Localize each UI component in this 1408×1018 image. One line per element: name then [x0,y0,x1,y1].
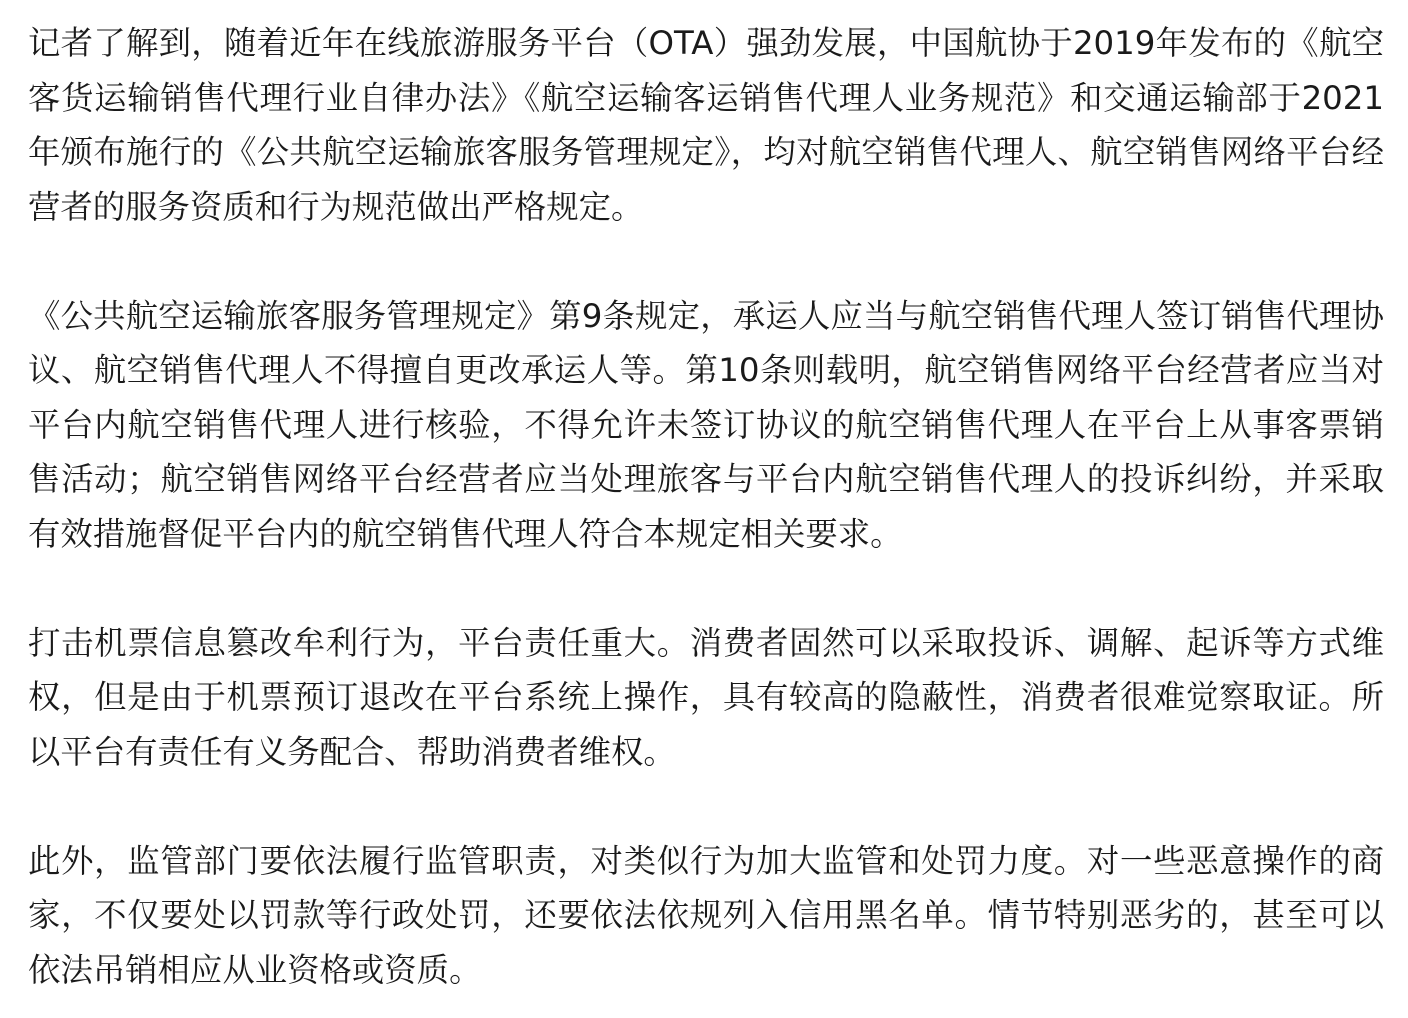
article-body [28,16,1384,997]
article-paragraph: 记者了解到，随着近年在线旅游服务平台（OTA）强劲发展，中国航协于2019年发布的《航空客货运输销售代理行业自律办法》《航空运输客运销售代理人业务规范》和交通运输部于2021年颁布施行的《公共航空运输旅客服务管理规定》，均对航空销售代理人、航空销售网络平台经营者的服务资质和行为规范做出严格规定。 [28,24,1384,226]
article-paragraph: 此外，监管部门要依法履行监管职责，对类似行为加大监管和处罚力度。对一些恶意操作的商家，不仅要处以罚款等行政处罚，还要依法依规列入信用黑名单。情节特别恶劣的，甚至可以依法吊销相应从业资格或资质。 [28,841,1384,989]
article-paragraph: 《公共航空运输旅客服务管理规定》第9条规定，承运人应当与航空销售代理人签订销售代理协议、航空销售代理人不得擅自更改承运人等。第10条则载明，航空销售网络平台经营者应当对平台内航空销售代理人进行核验，不得允许未签订协议的航空销售代理人在平台上从事客票销售活动；航空销售网络平台经营者应当处理旅客与平台内航空销售代理人的投诉纠纷，并采取有效措施督促平台内的航空销售代理人符合本规定相关要求。 [28,296,1384,553]
article-paragraph: 打击机票信息篡改牟利行为，平台责任重大。消费者固然可以采取投诉、调解、起诉等方式维权，但是由于机票预订退改在平台系统上操作，具有较高的隐蔽性，消费者很难觉察取证。所以平台有责任有义务配合、帮助消费者维权。 [28,623,1384,771]
